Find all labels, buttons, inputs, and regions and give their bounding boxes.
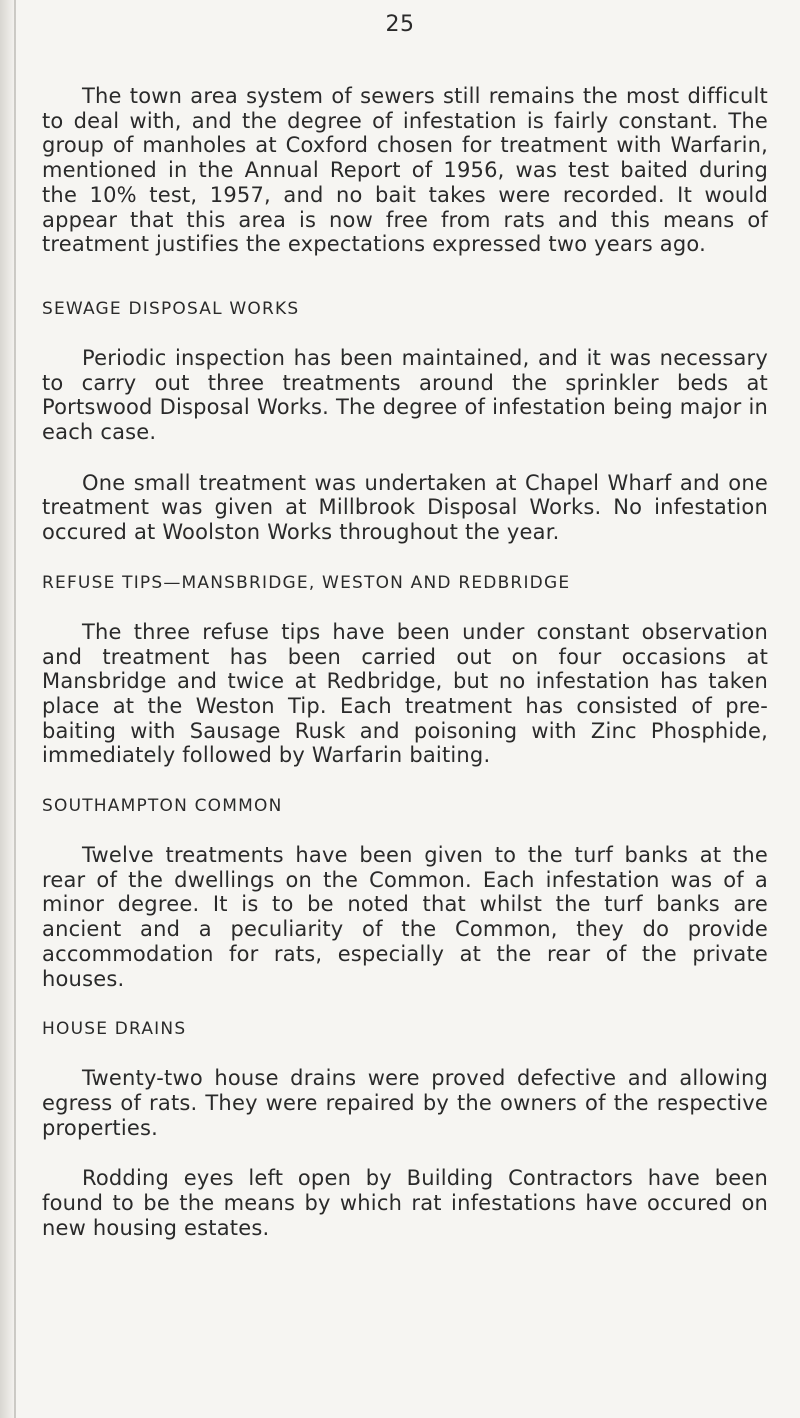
- section-paragraph: One small treatment was undertaken at Chapel Wharf and one treatment was given at Millbrook Disposal Works. No infestation occured at Woolston Works throughout the year.: [42, 470, 768, 545]
- section-refuse-tips: [42, 573, 768, 768]
- intro-paragraph: The town area system of sewers still remains the most difficult to deal with, and the degree of infestation is fairly constant. The group of manholes at Coxford chosen for treatment with Warfarin, mentioned in the Annual Report of 1956, was test baited during the 10% test, 1957, and no bait takes were recorded. It would appear that this area is now free from rats and this means of treatment justifies the expectations expressed two years ago.: [42, 84, 768, 257]
- section-paragraph: Twenty-two house drains were proved defective and allowing egress of rats. They were repaired by the owners of the respective properties.: [42, 1066, 768, 1140]
- section-paragraph: Rodding eyes left open by Building Contractors have been found to be the means by which rat infestations have occured on new housing estates.: [42, 1166, 768, 1240]
- section-paragraph: Periodic inspection has been maintained, and it was necessary to carry out three treatments around the sprinkler beds at Portswood Disposal Works. The degree of infestation being major in each case.: [42, 345, 768, 445]
- page-number: 25: [385, 12, 415, 37]
- section-heading: REFUSE TIPS—MANSBRIDGE, WESTON AND REDBRIDGE: [42, 572, 571, 593]
- document-body: [42, 84, 768, 1267]
- section-paragraph: Twelve treatments have been given to the turf banks at the rear of the dwellings on the Common. Each infestation was of a minor degree. It is to be noted that whilst the turf banks are ancient and a peculiarity of the Common, they do provide accommodation for rats, especially at the rear of the private houses.: [42, 843, 768, 991]
- section-sewage-disposal-works: [42, 299, 768, 545]
- section-southampton-common: [42, 796, 768, 991]
- page-binding-line: [14, 0, 16, 1418]
- section-heading: SOUTHAMPTON COMMON: [42, 796, 283, 817]
- section-heading: HOUSE DRAINS: [42, 1019, 187, 1040]
- section-heading: SEWAGE DISPOSAL WORKS: [42, 298, 300, 319]
- section-paragraph: The three refuse tips have been under constant observation and treatment has been carried out on four occasions at Mansbridge and twice at Redbridge, but no infestation has taken place at the Weston Tip. Each treatment has consisted of pre-baiting with Sausage Rusk and poisoning with Zinc Phosphide, immediately followed by Warfarin baiting.: [42, 619, 768, 768]
- section-house-drains: [42, 1019, 768, 1240]
